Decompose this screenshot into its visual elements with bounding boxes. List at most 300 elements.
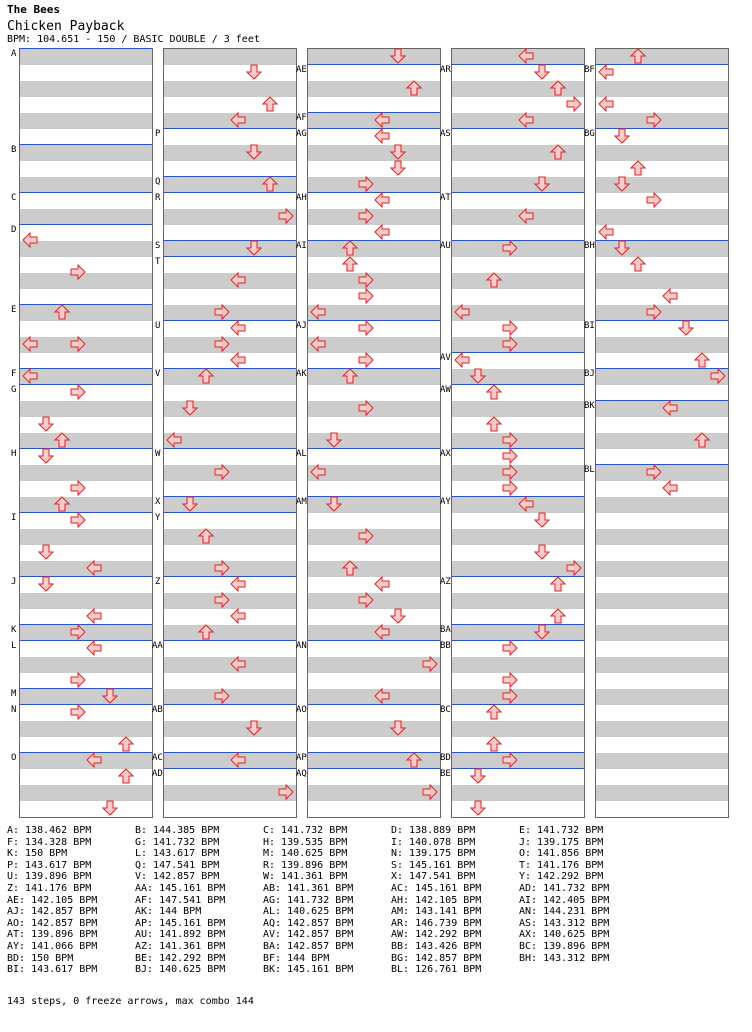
beat-band xyxy=(308,241,440,257)
down-arrow-icon xyxy=(534,624,550,640)
bpm-entry: G: 141.732 BPM xyxy=(135,836,220,848)
right-arrow-icon xyxy=(502,320,518,336)
down-arrow-icon xyxy=(102,688,118,704)
left-arrow-icon xyxy=(230,752,246,768)
bpm-change-label: BK xyxy=(584,401,595,411)
bpm-change-line xyxy=(20,192,152,193)
bpm-entry: AV: 142.857 BPM xyxy=(263,929,354,941)
bpm-change-line xyxy=(308,320,440,321)
left-arrow-icon xyxy=(374,688,390,704)
bpm-entry: BA: 142.857 BPM xyxy=(263,941,354,952)
bpm-change-label: T xyxy=(155,257,161,267)
right-arrow-icon xyxy=(358,400,374,416)
bpm-change-line xyxy=(308,704,440,705)
bpm-change-label: BE xyxy=(440,769,451,779)
bpm-entry: H: 139.535 BPM xyxy=(263,836,348,848)
beat-band xyxy=(164,209,296,225)
beat-band xyxy=(164,593,296,609)
beat-band xyxy=(308,561,440,577)
bpm-entry: C: 141.732 BPM xyxy=(263,825,348,836)
bpm-change-line xyxy=(164,192,296,193)
right-arrow-icon xyxy=(646,192,662,208)
bpm-change-label: AT xyxy=(440,193,451,203)
beat-band xyxy=(164,49,296,65)
right-arrow-icon xyxy=(70,264,86,280)
bpm-change-line xyxy=(596,368,728,369)
bpm-entry: AG: 141.732 BPM xyxy=(263,894,354,906)
beat-band xyxy=(308,401,440,417)
bpm-entry: AT: 139.896 BPM xyxy=(7,929,98,941)
left-arrow-icon xyxy=(598,64,614,80)
right-arrow-icon xyxy=(358,352,374,368)
bpm-change-label: I xyxy=(11,513,17,523)
bpm-change-label: AJ xyxy=(296,321,307,331)
bpm-entry: P: 143.617 BPM xyxy=(7,859,92,871)
beat-band xyxy=(452,785,584,801)
left-arrow-icon xyxy=(230,112,246,128)
bpm-entry: Q: 147.541 BPM xyxy=(135,859,220,871)
beat-band xyxy=(164,81,296,97)
bpm-change-line xyxy=(164,640,296,641)
bpm-change-label: BC xyxy=(440,705,451,715)
left-arrow-icon xyxy=(518,496,534,512)
beat-band xyxy=(308,305,440,321)
bpm-entry: Z: 141.176 BPM xyxy=(7,883,92,894)
left-arrow-icon xyxy=(230,576,246,592)
down-arrow-icon xyxy=(102,800,118,816)
bpm-change-label: AE xyxy=(296,65,307,75)
right-arrow-icon xyxy=(502,480,518,496)
bpm-change-label: AG xyxy=(296,129,307,139)
bpm-change-label: AL xyxy=(296,449,307,459)
beat-band xyxy=(20,785,152,801)
down-arrow-icon xyxy=(246,64,262,80)
right-arrow-icon xyxy=(502,752,518,768)
bpm-entry: AS: 143.312 BPM xyxy=(519,917,610,929)
bpm-entry: W: 141.361 BPM xyxy=(263,871,348,883)
bpm-change-label: AU xyxy=(440,241,451,251)
bpm-change-label: AK xyxy=(296,369,307,379)
bpm-change-line xyxy=(452,352,584,353)
beat-band xyxy=(452,241,584,257)
up-arrow-icon xyxy=(406,752,422,768)
bpm-change-label: H xyxy=(11,449,17,459)
beat-band xyxy=(164,625,296,641)
bpm-entry: BK: 145.161 BPM xyxy=(263,964,354,976)
bpm-entry: AB: 141.361 BPM xyxy=(263,883,354,894)
up-arrow-icon xyxy=(198,368,214,384)
right-arrow-icon xyxy=(502,240,518,256)
left-arrow-icon xyxy=(518,48,534,64)
bpm-change-line xyxy=(308,768,440,769)
bpm-change-label: F xyxy=(11,369,17,379)
bpm-entry: AM: 143.141 BPM xyxy=(391,906,482,918)
chart-column xyxy=(19,48,153,818)
bpm-change-label: U xyxy=(155,321,161,331)
down-arrow-icon xyxy=(38,576,54,592)
bpm-change-label: AI xyxy=(296,241,307,251)
left-arrow-icon xyxy=(22,232,38,248)
bpm-entry: S: 145.161 BPM xyxy=(391,859,476,871)
right-arrow-icon xyxy=(502,464,518,480)
right-arrow-icon xyxy=(502,448,518,464)
chart-column xyxy=(163,48,297,818)
beat-band xyxy=(20,113,152,129)
left-arrow-icon xyxy=(598,224,614,240)
right-arrow-icon xyxy=(646,304,662,320)
up-arrow-icon xyxy=(342,368,358,384)
beat-band xyxy=(596,49,728,65)
beat-band xyxy=(20,209,152,225)
bpm-entry: AE: 142.105 BPM xyxy=(7,894,98,906)
beat-band xyxy=(452,273,584,289)
up-arrow-icon xyxy=(342,240,358,256)
left-arrow-icon xyxy=(230,352,246,368)
artist-name: The Bees xyxy=(7,3,60,16)
bpm-change-label: L xyxy=(11,641,17,651)
right-arrow-icon xyxy=(646,112,662,128)
right-arrow-icon xyxy=(358,208,374,224)
bpm-entry: U: 139.896 BPM xyxy=(7,871,92,883)
down-arrow-icon xyxy=(182,400,198,416)
beat-band xyxy=(452,657,584,673)
beat-band xyxy=(164,721,296,737)
beat-band xyxy=(596,753,728,769)
bpm-change-line xyxy=(164,448,296,449)
bpm-change-label: AW xyxy=(440,385,451,395)
right-arrow-icon xyxy=(278,208,294,224)
beat-band xyxy=(20,625,152,641)
beat-band xyxy=(20,273,152,289)
down-arrow-icon xyxy=(246,720,262,736)
beat-band xyxy=(20,81,152,97)
bpm-change-line xyxy=(596,464,728,465)
bpm-change-line xyxy=(452,624,584,625)
bpm-change-label: AX xyxy=(440,449,451,459)
right-arrow-icon xyxy=(358,176,374,192)
right-arrow-icon xyxy=(70,384,86,400)
bpm-entry: AI: 142.405 BPM xyxy=(519,894,610,906)
bpm-entry: O: 141.856 BPM xyxy=(519,848,604,860)
beat-band xyxy=(308,785,440,801)
bpm-entry: F: 134.328 BPM xyxy=(7,836,92,848)
bpm-change-label: Y xyxy=(155,513,161,523)
left-arrow-icon xyxy=(86,640,102,656)
left-arrow-icon xyxy=(86,560,102,576)
bpm-change-label: BG xyxy=(584,129,595,139)
bpm-change-label: AO xyxy=(296,705,307,715)
down-arrow-icon xyxy=(534,176,550,192)
beat-band xyxy=(308,369,440,385)
bpm-entry: J: 139.175 BPM xyxy=(519,836,604,848)
up-arrow-icon xyxy=(630,160,646,176)
beat-band xyxy=(452,625,584,641)
beat-band xyxy=(452,177,584,193)
up-arrow-icon xyxy=(630,48,646,64)
up-arrow-icon xyxy=(342,256,358,272)
bpm-change-line xyxy=(164,704,296,705)
up-arrow-icon xyxy=(262,96,278,112)
bpm-change-line xyxy=(164,240,296,241)
bpm-entry: I: 140.078 BPM xyxy=(391,836,476,848)
beat-band xyxy=(596,593,728,609)
bpm-change-line xyxy=(164,768,296,769)
beat-band xyxy=(164,369,296,385)
bpm-entry: AK: 144 BPM xyxy=(135,906,202,918)
bpm-change-label: AP xyxy=(296,753,307,763)
bpm-entry: AD: 141.732 BPM xyxy=(519,883,610,894)
left-arrow-icon xyxy=(374,224,390,240)
bpm-entry: X: 147.541 BPM xyxy=(391,871,476,883)
beat-band xyxy=(596,81,728,97)
bpm-change-label: M xyxy=(11,689,17,699)
song-title: Chicken Payback xyxy=(7,19,125,34)
bpm-change-line xyxy=(452,384,584,385)
bpm-entry: BI: 143.617 BPM xyxy=(7,964,98,976)
bpm-entry: E: 141.732 BPM xyxy=(519,825,604,836)
bpm-entry: K: 150 BPM xyxy=(7,848,68,860)
left-arrow-icon xyxy=(374,192,390,208)
bpm-entry: BL: 126.761 BPM xyxy=(391,964,482,976)
beat-band xyxy=(308,177,440,193)
bpm-change-line xyxy=(20,48,152,49)
left-arrow-icon xyxy=(518,208,534,224)
down-arrow-icon xyxy=(246,144,262,160)
right-arrow-icon xyxy=(214,464,230,480)
bpm-change-label: N xyxy=(11,705,17,715)
down-arrow-icon xyxy=(326,432,342,448)
beat-band xyxy=(20,177,152,193)
beat-band xyxy=(452,465,584,481)
up-arrow-icon xyxy=(550,608,566,624)
beat-band xyxy=(164,465,296,481)
bpm-entry: AZ: 141.361 BPM xyxy=(135,941,226,952)
bpm-entry: AU: 141.892 BPM xyxy=(135,929,226,941)
right-arrow-icon xyxy=(566,96,582,112)
bpm-change-label: D xyxy=(11,225,17,235)
beat-band xyxy=(596,721,728,737)
up-arrow-icon xyxy=(694,432,710,448)
beat-band xyxy=(20,337,152,353)
left-arrow-icon xyxy=(374,112,390,128)
beat-band xyxy=(20,145,152,161)
bpm-entry: BJ: 140.625 BPM xyxy=(135,964,226,976)
beat-band xyxy=(596,657,728,673)
bpm-entry: A: 138.462 BPM xyxy=(7,825,92,836)
bpm-entry: L: 143.617 BPM xyxy=(135,848,220,860)
left-arrow-icon xyxy=(86,608,102,624)
bpm-change-label: A xyxy=(11,49,17,59)
bpm-change-line xyxy=(452,128,584,129)
beat-band xyxy=(20,497,152,513)
beat-band xyxy=(452,689,584,705)
beat-band xyxy=(308,273,440,289)
left-arrow-icon xyxy=(230,608,246,624)
bpm-change-line xyxy=(308,368,440,369)
beat-band xyxy=(164,241,296,257)
left-arrow-icon xyxy=(230,320,246,336)
beat-band xyxy=(20,529,152,545)
bpm-change-line xyxy=(452,752,584,753)
right-arrow-icon xyxy=(358,592,374,608)
bpm-change-line xyxy=(20,144,152,145)
bpm-change-label: BB xyxy=(440,641,451,651)
bpm-change-label: AA xyxy=(152,641,163,651)
right-arrow-icon xyxy=(70,672,86,688)
left-arrow-icon xyxy=(230,656,246,672)
up-arrow-icon xyxy=(550,576,566,592)
right-arrow-icon xyxy=(502,640,518,656)
right-arrow-icon xyxy=(646,464,662,480)
right-arrow-icon xyxy=(214,304,230,320)
bpm-entry: Y: 142.292 BPM xyxy=(519,871,604,883)
bpm-entry: AR: 146.739 BPM xyxy=(391,917,482,929)
bpm-change-label: BD xyxy=(440,753,451,763)
right-arrow-icon xyxy=(358,528,374,544)
down-arrow-icon xyxy=(390,48,406,64)
bpm-entry: BF: 144 BPM xyxy=(263,952,330,964)
bpm-entry: AQ: 142.857 BPM xyxy=(263,917,354,929)
beat-band xyxy=(20,657,152,673)
left-arrow-icon xyxy=(374,576,390,592)
beat-band xyxy=(308,721,440,737)
bpm-entry: AJ: 142.857 BPM xyxy=(7,906,98,918)
down-arrow-icon xyxy=(534,512,550,528)
right-arrow-icon xyxy=(358,320,374,336)
down-arrow-icon xyxy=(470,768,486,784)
bpm-change-label: R xyxy=(155,193,161,203)
beat-band xyxy=(308,657,440,673)
bpm-change-line xyxy=(308,240,440,241)
down-arrow-icon xyxy=(182,496,198,512)
beat-band xyxy=(596,561,728,577)
bpm-change-label: Z xyxy=(155,577,161,587)
down-arrow-icon xyxy=(614,240,630,256)
beat-band xyxy=(452,401,584,417)
bpm-change-label: E xyxy=(11,305,17,315)
left-arrow-icon xyxy=(662,288,678,304)
up-arrow-icon xyxy=(486,384,502,400)
down-arrow-icon xyxy=(390,160,406,176)
right-arrow-icon xyxy=(422,784,438,800)
bpm-entry: AY: 141.066 BPM xyxy=(7,941,98,952)
beat-band xyxy=(20,305,152,321)
bpm-entry: R: 139.896 BPM xyxy=(263,859,348,871)
bpm-change-line xyxy=(20,688,152,689)
beat-band xyxy=(308,49,440,65)
bpm-entry: AA: 145.161 BPM xyxy=(135,883,226,894)
beat-band xyxy=(596,465,728,481)
bpm-entry: AH: 142.105 BPM xyxy=(391,894,482,906)
beat-band xyxy=(164,433,296,449)
right-arrow-icon xyxy=(566,560,582,576)
bpm-change-line xyxy=(20,304,152,305)
up-arrow-icon xyxy=(486,272,502,288)
bpm-change-line xyxy=(308,64,440,65)
bpm-change-label: S xyxy=(155,241,161,251)
up-arrow-icon xyxy=(486,736,502,752)
beat-band xyxy=(20,401,152,417)
right-arrow-icon xyxy=(502,688,518,704)
bpm-change-line xyxy=(596,64,728,65)
beat-band xyxy=(164,689,296,705)
beat-band xyxy=(596,497,728,513)
beat-band xyxy=(308,465,440,481)
bpm-change-label: AV xyxy=(440,353,451,363)
left-arrow-icon xyxy=(662,480,678,496)
beat-band xyxy=(164,305,296,321)
down-arrow-icon xyxy=(678,320,694,336)
bpm-change-label: BI xyxy=(584,321,595,331)
bpm-change-line xyxy=(20,368,152,369)
beat-band xyxy=(596,113,728,129)
down-arrow-icon xyxy=(390,608,406,624)
bpm-entry: AN: 144.231 BPM xyxy=(519,906,610,918)
up-arrow-icon xyxy=(342,560,358,576)
left-arrow-icon xyxy=(310,464,326,480)
bpm-change-line xyxy=(452,240,584,241)
up-arrow-icon xyxy=(118,736,134,752)
bpm-change-line xyxy=(452,640,584,641)
bpm-change-label: AN xyxy=(296,641,307,651)
beat-band xyxy=(452,561,584,577)
right-arrow-icon xyxy=(502,672,518,688)
beat-band xyxy=(20,593,152,609)
beat-band xyxy=(452,305,584,321)
step-summary: 143 steps, 0 freeze arrows, max combo 144 xyxy=(7,996,254,1007)
bpm-entry: AF: 147.541 BPM xyxy=(135,894,226,906)
bpm-change-line xyxy=(20,624,152,625)
beat-band xyxy=(596,145,728,161)
left-arrow-icon xyxy=(374,128,390,144)
beat-band xyxy=(452,721,584,737)
bpm-entry: AP: 145.161 BPM xyxy=(135,917,226,929)
left-arrow-icon xyxy=(230,272,246,288)
bpm-change-label: BL xyxy=(584,465,595,475)
down-arrow-icon xyxy=(390,720,406,736)
right-arrow-icon xyxy=(358,272,374,288)
bpm-change-label: B xyxy=(11,145,17,155)
bpm-change-label: AB xyxy=(152,705,163,715)
bpm-entry: AL: 140.625 BPM xyxy=(263,906,354,918)
bpm-change-line xyxy=(164,128,296,129)
right-arrow-icon xyxy=(70,480,86,496)
bpm-change-label: G xyxy=(11,385,17,395)
right-arrow-icon xyxy=(422,656,438,672)
beat-band xyxy=(596,337,728,353)
bpm-change-label: AF xyxy=(296,113,307,123)
up-arrow-icon xyxy=(630,256,646,272)
right-arrow-icon xyxy=(214,688,230,704)
down-arrow-icon xyxy=(614,128,630,144)
bpm-change-line xyxy=(308,640,440,641)
beat-band xyxy=(164,785,296,801)
down-arrow-icon xyxy=(470,368,486,384)
bpm-change-label: J xyxy=(11,577,17,587)
right-arrow-icon xyxy=(502,432,518,448)
bpm-change-label: X xyxy=(155,497,161,507)
bpm-change-line xyxy=(20,704,152,705)
left-arrow-icon xyxy=(518,112,534,128)
right-arrow-icon xyxy=(502,336,518,352)
beat-band xyxy=(20,433,152,449)
bpm-entry: BG: 142.857 BPM xyxy=(391,952,482,964)
beat-band xyxy=(20,721,152,737)
up-arrow-icon xyxy=(486,416,502,432)
beat-band xyxy=(164,561,296,577)
beat-band xyxy=(596,529,728,545)
beat-band xyxy=(596,273,728,289)
